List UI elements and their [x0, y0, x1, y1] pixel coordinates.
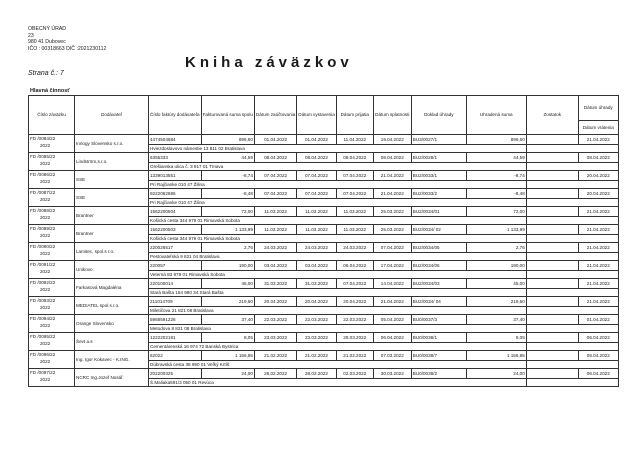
liability-id-cell	[29, 279, 75, 297]
invoiced-amount: 1 133,99	[201, 225, 254, 235]
supplier-address: Pri Rajčianke 010 47 Žilina	[149, 199, 527, 207]
due-date: 19.04.2022	[373, 135, 411, 145]
booking-date: 23.03.2022	[254, 333, 296, 343]
invoiced-amount: 45,00	[201, 279, 254, 289]
due-date: 17.04.2022	[373, 261, 411, 271]
paid-amount: 219,60	[466, 297, 526, 307]
payment-date: 21.04.2022	[578, 261, 618, 271]
balance-amount	[526, 369, 578, 379]
liability-year: 2022	[40, 197, 51, 202]
col-doklad-uhrady: Doklad úhrady	[411, 96, 466, 135]
liability-id-cell	[29, 171, 75, 189]
liability-year: 2022	[40, 215, 51, 220]
col-cislo-zavazku: Číslo záväzku	[29, 96, 75, 135]
liability-year: 2022	[40, 359, 51, 364]
due-date: 14.04.2022	[373, 279, 411, 289]
invoice-number: 220057	[149, 261, 202, 271]
payment-date: 06.04.2022	[578, 369, 618, 379]
supplier-address: Košická cesta 344 979 01 Rimavská Sobota	[149, 217, 527, 225]
issue-date: 07.04.2022	[297, 189, 337, 199]
payment-document: BU2/0028/1	[411, 153, 466, 163]
booking-date: 22.03.2022	[254, 315, 296, 325]
liability-id-cell	[29, 261, 75, 279]
paid-amount: 37,40	[466, 315, 526, 325]
liability-id-cell	[29, 153, 75, 171]
invoice-number: 5968591226	[149, 315, 202, 325]
address-row-spacer	[526, 307, 618, 315]
invoice-number: 1562200503	[149, 225, 202, 235]
address-row-spacer	[526, 361, 618, 369]
col-zostatok: Zostatok	[526, 96, 578, 135]
liability-id-cell	[29, 243, 75, 261]
payment-document: BU2/0034/03	[411, 279, 466, 289]
office-header	[28, 26, 106, 52]
booking-date: 20.04.2022	[254, 297, 296, 307]
invoiced-amount: 8,05	[201, 333, 254, 343]
balance-amount	[526, 135, 578, 145]
paid-amount: 896,60	[466, 135, 526, 145]
booking-date: 07.04.2022	[254, 171, 296, 181]
payment-document: BU0/0038/7	[411, 351, 466, 361]
invoice-number: 202200325	[149, 369, 202, 379]
liability-id: FD /0085/22	[30, 154, 56, 159]
liability-year: 2022	[40, 341, 51, 346]
table-row	[29, 315, 619, 325]
supplier-address: Stará Bašta 154 980 34 Stará Bašta	[149, 289, 527, 297]
payment-document: BU0/0037/3	[411, 315, 466, 325]
table-row	[29, 351, 619, 361]
liability-id-cell	[29, 315, 75, 333]
office-name: OBECNÝ ÚRAD	[28, 26, 67, 32]
paid-amount: 24,00	[466, 369, 526, 379]
booking-date: 08.04.2022	[254, 153, 296, 163]
supplier-name: NCRC Ing.Jozef Nosáľ	[75, 369, 149, 387]
liability-id-cell	[29, 225, 75, 243]
liability-year: 2022	[40, 233, 51, 238]
address-row-spacer	[526, 325, 618, 333]
table-row	[29, 207, 619, 217]
liability-year: 2022	[40, 377, 51, 382]
liability-id-cell	[29, 297, 75, 315]
supplier-address: Cementárenská 16 974 72 Banská Bystrica	[149, 343, 527, 351]
issue-date: 22.03.2022	[297, 315, 337, 325]
balance-amount	[526, 171, 578, 181]
address-row-spacer	[526, 271, 618, 279]
col-datum-zauctovania: Dátum zaúčtovania	[254, 96, 296, 135]
invoice-number: 1339013551	[149, 171, 202, 181]
issue-date: 20.04.2022	[297, 297, 337, 307]
received-date: 11.03.2022	[336, 225, 373, 235]
table-row	[29, 135, 619, 145]
supplier-name: Ševt a.s	[75, 333, 149, 351]
invoiced-amount: 219,60	[201, 297, 254, 307]
table-row	[29, 369, 619, 379]
table-row	[29, 171, 619, 181]
col-datum-uhrady: Dátum úhrady	[578, 96, 618, 121]
liability-year: 2022	[40, 251, 51, 256]
invoice-number: 220026517	[149, 243, 202, 253]
received-date: 06.04.2022	[336, 261, 373, 271]
invoiced-amount: 24,00	[201, 369, 254, 379]
due-date: 25.03.2022	[373, 225, 411, 235]
supplier-name: SSE	[75, 171, 149, 189]
invoiced-amount: -8,74	[201, 171, 254, 181]
received-date: 24.03.2022	[336, 243, 373, 253]
liability-id-cell	[29, 135, 75, 153]
liability-id: FD /0094/22	[30, 316, 56, 321]
office-town: 980 41 Dubovec	[28, 39, 66, 46]
supplier-name: Unikovo	[75, 261, 149, 279]
paid-amount: 44,59	[466, 153, 526, 163]
payment-date: 21.04.2022	[578, 135, 618, 145]
col-uhradena-suma: Uhradená suma	[466, 96, 526, 135]
payment-document: BU0/0038/2	[411, 369, 466, 379]
paid-amount: 190,00	[466, 261, 526, 271]
address-row-spacer	[526, 181, 618, 189]
liability-id: FD /0097/22	[30, 370, 56, 375]
invoice-number: 211014709	[149, 297, 202, 307]
invoiced-amount: 896,60	[201, 135, 254, 145]
balance-amount	[526, 189, 578, 199]
table-row	[29, 261, 619, 271]
received-date: 07.04.2022	[336, 171, 373, 181]
booking-date: 11.03.2022	[254, 225, 296, 235]
balance-amount	[526, 261, 578, 271]
supplier-name: Orange Slovensko	[75, 315, 149, 333]
payment-date: 21.04.2022	[578, 279, 618, 289]
supplier-address: Š.Maliaka591/3 050 01 Revúca	[149, 379, 527, 387]
due-date: 07.04.2022	[373, 243, 411, 253]
due-date: 30.03.2022	[373, 369, 411, 379]
due-date: 08.04.2022	[373, 153, 411, 163]
issue-date: 01.04.2022	[297, 135, 337, 145]
booking-date: 03.04.2022	[254, 261, 296, 271]
payment-date: 20.04.2022	[578, 189, 618, 199]
issue-date: 24.03.2022	[297, 243, 337, 253]
liability-id-cell	[29, 189, 75, 207]
issue-date: 28.02.2022	[297, 369, 337, 379]
liability-id: FD /0096/22	[30, 352, 56, 357]
invoiced-amount: 2,76	[201, 243, 254, 253]
supplier-name: Brantner	[75, 207, 149, 225]
address-row-spacer	[526, 289, 618, 297]
supplier-address: Metodova 8 821 08 Bratislava	[149, 325, 527, 333]
supplier-address: Košická cesta 344 979 01 Rimavská Sobota	[149, 235, 527, 243]
balance-amount	[526, 297, 578, 307]
balance-amount	[526, 279, 578, 289]
due-date: 21.04.2022	[373, 171, 411, 181]
supplier-name: Ing. Igor Kokavec - K.ING.	[75, 351, 149, 369]
received-date: 07.04.2022	[336, 279, 373, 289]
paid-amount: 8,05	[466, 333, 526, 343]
supplier-name: MEDIATEL spol.s.r.o.	[75, 297, 149, 315]
table-row	[29, 243, 619, 253]
col-datum-vratenia: Dátum vrátenia	[578, 121, 618, 135]
address-row-spacer	[526, 163, 618, 171]
liability-id: FD /0089/22	[30, 226, 56, 231]
received-date: 11.04.2022	[336, 135, 373, 145]
issue-date: 31.03.2022	[297, 279, 337, 289]
liability-id: FD /0088/22	[30, 208, 56, 213]
issue-date: 07.04.2022	[297, 171, 337, 181]
payment-document: BU2/0033/1	[411, 171, 466, 181]
due-date: 21.04.2022	[373, 297, 411, 307]
liability-year: 2022	[40, 269, 51, 274]
issue-date: 03.04.2022	[297, 261, 337, 271]
booking-date: 21.02.2022	[254, 351, 296, 361]
issue-date: 23.03.2022	[297, 333, 337, 343]
liability-year: 2022	[40, 161, 51, 166]
liability-id-cell	[29, 351, 75, 369]
supplier-name: Innogy Slovensko s.r.o.	[75, 135, 149, 153]
paid-amount: 72,00	[466, 207, 526, 217]
balance-amount	[526, 207, 578, 217]
supplier-address: Dúbravská cesta 38 990 01 Veľký Krtíš	[149, 361, 527, 369]
payment-date: 21.04.2022	[578, 243, 618, 253]
liability-id: FD /0086/22	[30, 172, 56, 177]
received-date: 02.03.2022	[336, 369, 373, 379]
received-date: 20.04.2022	[336, 297, 373, 307]
received-date: 28.03.2022	[336, 333, 373, 343]
liability-year: 2022	[40, 143, 51, 148]
received-date: 21.02.2022	[336, 351, 373, 361]
invoice-number: 62022	[149, 351, 202, 361]
balance-amount	[526, 243, 578, 253]
supplier-address: Pri Rajčianke 010 47 Žilina	[149, 181, 527, 189]
col-cislo-faktury: Číslo faktúry dodávateľa	[149, 96, 202, 135]
liabilities-table	[28, 95, 619, 387]
invoice-number: 1562200504	[149, 207, 202, 217]
liability-id: FD /0092/22	[30, 280, 56, 285]
page-number: Strana č.: 7	[28, 70, 64, 77]
supplier-address: Miletičova 21 821 08 Bratislava	[149, 307, 527, 315]
issue-date: 21.02.2022	[297, 351, 337, 361]
office-number: 23	[28, 32, 34, 39]
liability-id: FD /0091/22	[30, 262, 56, 267]
col-dodavatel: Dodávateľ	[75, 96, 149, 135]
liability-id-cell	[29, 207, 75, 225]
supplier-name: Farkasová Magdaléna	[75, 279, 149, 297]
invoiced-amount: 1 156,95	[201, 351, 254, 361]
office-ids: IČO : 00318663 DIČ :2021230112	[28, 45, 107, 52]
issue-date: 11.03.2022	[297, 207, 337, 217]
invoice-number: 4474504684	[149, 135, 202, 145]
liability-id: FD /0087/22	[30, 190, 56, 195]
balance-amount	[526, 351, 578, 361]
booking-date: 31.03.2022	[254, 279, 296, 289]
supplier-address: Veterná 83 979 01 Rimavská Sobota	[149, 271, 527, 279]
balance-amount	[526, 225, 578, 235]
document-title: Kniha záväzkov	[185, 54, 353, 71]
payment-document: BU0/0038/1	[411, 333, 466, 343]
col-datum-splatnosti: Dátum splatnosti	[373, 96, 411, 135]
booking-date: 28.02.2022	[254, 369, 296, 379]
paid-amount: -8,48	[466, 189, 526, 199]
section-title: Hlavná činnosť	[30, 88, 70, 94]
table-row	[29, 153, 619, 163]
due-date: 21.04.2022	[373, 189, 411, 199]
liability-year: 2022	[40, 305, 51, 310]
payment-document: BU3/0027/1	[411, 135, 466, 145]
issue-date: 11.03.2022	[297, 225, 337, 235]
due-date: 05.04.2022	[373, 315, 411, 325]
address-row-spacer	[526, 235, 618, 243]
payment-document: BU2/0034/ 04	[411, 297, 466, 307]
paid-amount: -8,74	[466, 171, 526, 181]
balance-amount	[526, 315, 578, 325]
col-fakturovana-suma: Fakturovaná suma spolu	[201, 96, 254, 135]
invoice-number: 9222062686	[149, 189, 202, 199]
payment-date: 21.04.2022	[578, 297, 618, 307]
invoiced-amount: 37,40	[201, 315, 254, 325]
table-row	[29, 297, 619, 307]
booking-date: 07.04.2022	[254, 189, 296, 199]
due-date: 06.04.2022	[373, 333, 411, 343]
invoiced-amount: 44,59	[201, 153, 254, 163]
liability-id: FD /0084/22	[30, 136, 56, 141]
due-date: 07.03.2022	[373, 351, 411, 361]
supplier-name: Brantner	[75, 225, 149, 243]
liability-id: FD /0095/22	[30, 334, 56, 339]
invoiced-amount: 190,00	[201, 261, 254, 271]
address-row-spacer	[526, 217, 618, 225]
payment-date: 21.04.2022	[578, 225, 618, 235]
liability-year: 2022	[40, 323, 51, 328]
supplier-address: Orešianska ulica č. 3 917 01 Trnava	[149, 163, 527, 171]
invoice-number: 220100014	[149, 279, 202, 289]
due-date: 25.03.2022	[373, 207, 411, 217]
table-body	[29, 135, 619, 387]
received-date: 22.03.2022	[336, 315, 373, 325]
invoiced-amount: 72,00	[201, 207, 254, 217]
address-row-spacer	[526, 343, 618, 351]
address-row-spacer	[526, 199, 618, 207]
paid-amount: 1 133,99	[466, 225, 526, 235]
supplier-address: Pestovateľská 9 821 04 Bratislava	[149, 253, 527, 261]
invoice-number: 1222202181	[149, 333, 202, 343]
payment-date: 08.04.2022	[578, 153, 618, 163]
booking-date: 24.03.2022	[254, 243, 296, 253]
payment-document: BU2/0034/06	[411, 261, 466, 271]
liability-year: 2022	[40, 287, 51, 292]
payment-date: 21.04.2022	[578, 207, 618, 217]
paid-amount: 45,00	[466, 279, 526, 289]
payment-document: BU2/0033/2	[411, 189, 466, 199]
invoiced-amount: -8,48	[201, 189, 254, 199]
payment-date: 01.04.2022	[578, 315, 618, 325]
payment-document: BU2/0034/01	[411, 207, 466, 217]
received-date: 08.04.2022	[336, 153, 373, 163]
payment-document: BU2/0034/05	[411, 243, 466, 253]
payment-date: 06.04.2022	[578, 351, 618, 361]
supplier-name: Lamitec, spol.s r.o.	[75, 243, 149, 261]
table-row	[29, 279, 619, 289]
balance-amount	[526, 333, 578, 343]
supplier-name: Lindström,s.r.o.	[75, 153, 149, 171]
payment-date: 20.04.2022	[578, 171, 618, 181]
received-date: 07.04.2022	[336, 189, 373, 199]
issue-date: 08.04.2022	[297, 153, 337, 163]
liability-id-cell	[29, 333, 75, 351]
table-row	[29, 189, 619, 199]
address-row-spacer	[526, 145, 618, 153]
booking-date: 01.04.2022	[254, 135, 296, 145]
received-date: 11.03.2022	[336, 207, 373, 217]
table-row	[29, 333, 619, 343]
payment-document: BU2/0034/ 02	[411, 225, 466, 235]
address-row-spacer	[526, 379, 618, 387]
booking-date: 11.03.2022	[254, 207, 296, 217]
paid-amount: 1 156,95	[466, 351, 526, 361]
liability-id: FD /0090/22	[30, 244, 56, 249]
supplier-address: Hviezdoslavovo námestie 13 811 02 Bratislava	[149, 145, 527, 153]
col-datum-prijatia: Dátum prijatia	[336, 96, 373, 135]
invoice-number: 6355333	[149, 153, 202, 163]
col-datum-vystavenia: Dátum vystavenia	[297, 96, 337, 135]
liability-id: FD /0093/22	[30, 298, 56, 303]
liability-year: 2022	[40, 179, 51, 184]
paid-amount: 2,76	[466, 243, 526, 253]
liability-id-cell	[29, 369, 75, 387]
balance-amount	[526, 153, 578, 163]
supplier-name: SSE	[75, 189, 149, 207]
table-row	[29, 225, 619, 235]
address-row-spacer	[526, 253, 618, 261]
payment-date: 06.04.2022	[578, 333, 618, 343]
